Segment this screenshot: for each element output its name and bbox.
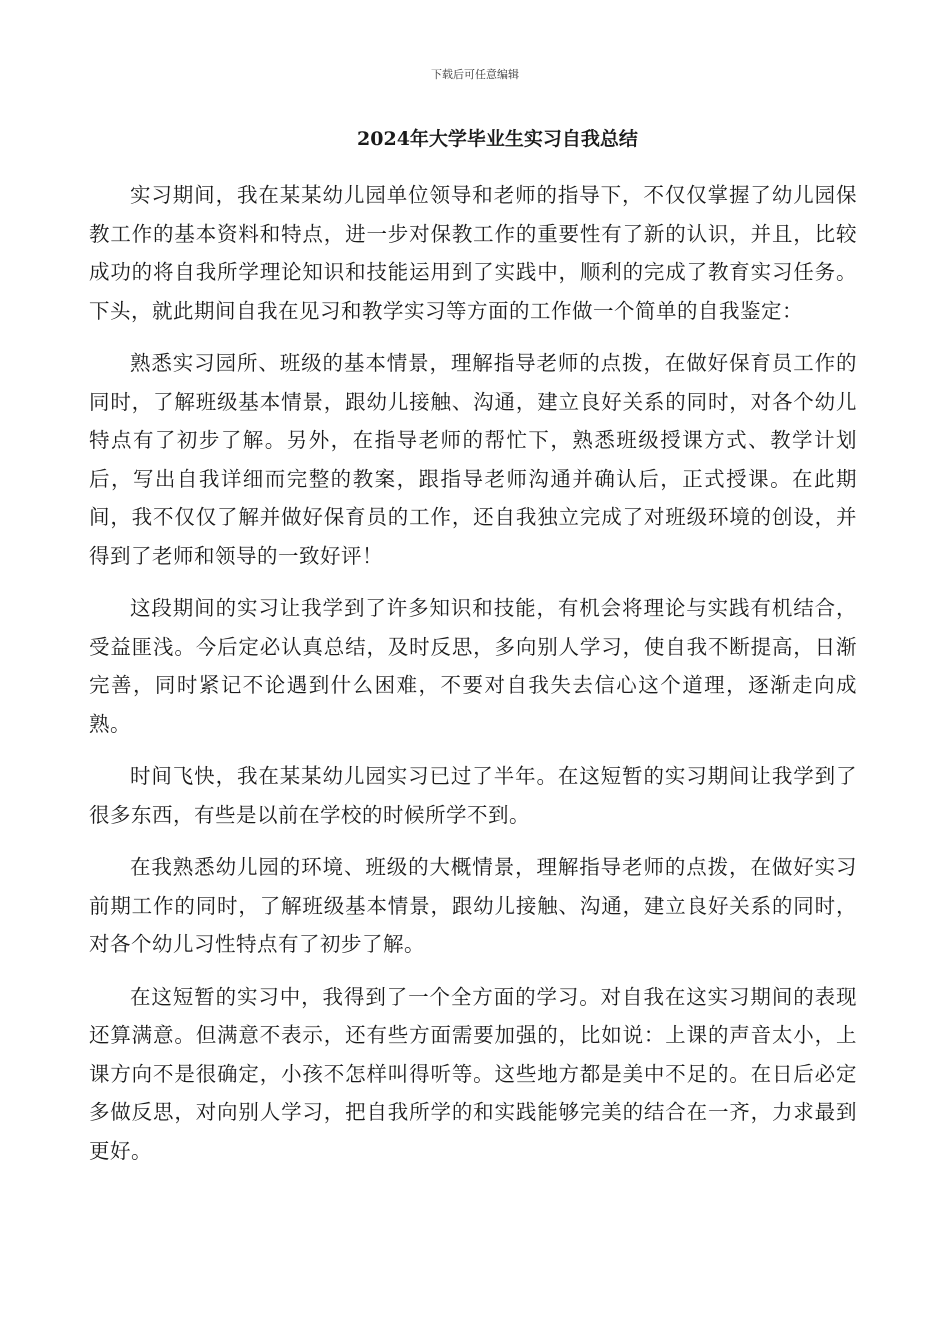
paragraph-4: 时间飞快，我在某某幼儿园实习已过了半年。在这短暂的实习期间让我学到了很多东西，有些是以前在学校的时候所学不到。 — [89, 764, 857, 827]
header-note: 下载后可任意编辑 — [431, 68, 519, 81]
paragraph-5: 在我熟悉幼儿园的环境、班级的大概情景，理解指导老师的点拨，在做好实习前期工作的同时，了解班级基本情景，跟幼儿接触、沟通，建立良好关系的同时，对各个幼儿习性特点有了初步了解。 — [89, 855, 857, 956]
paragraph-1: 实习期间，我在某某幼儿园单位领导和老师的指导下，不仅仅掌握了幼儿园保教工作的基本资料和特点，进一步对保教工作的重要性有了新的认识，并且，比较成功的将自我所学理论知识和技能运用到了实践中，顺利的完成了教育实习任务。下头，就此期间自我在见习和教学实习等方面的工作做一个简单的自我鉴定： — [89, 183, 857, 323]
paragraph-3: 这段期间的实习让我学到了许多知识和技能，有机会将理论与实践有机结合，受益匪浅。今后定必认真总结，及时反思，多向别人学习，使自我不断提高，日渐完善，同时紧记不论遇到什么困难，不要对自我失去信心这个道理，逐渐走向成熟。 — [89, 596, 857, 736]
document-body — [89, 176, 857, 1184]
paragraph-2: 熟悉实习园所、班级的基本情景，理解指导老师的点拨，在做好保育员工作的同时，了解班级基本情景，跟幼儿接触、沟通，建立良好关系的同时，对各个幼儿特点有了初步了解。另外，在指导老师的帮忙下，熟悉班级授课方式、教学计划后，写出自我详细而完整的教案，跟指导老师沟通并确认后，正式授课。在此期间，我不仅仅了解并做好保育员的工作，还自我独立完成了对班级环境的创设，并得到了老师和领导的一致好评！ — [89, 351, 857, 568]
document-title: 2024年大学毕业生实习自我总结 — [357, 128, 638, 150]
paragraph-6: 在这短暂的实习中，我得到了一个全方面的学习。对自我在这实习期间的表现还算满意。但满意不表示，还有些方面需要加强的，比如说：上课的声音太小，上课方向不是很确定，小孩不怎样叫得听等。这些地方都是美中不足的。在日后必定多做反思，对向别人学习，把自我所学的和实践能够完美的结合在一齐，力求最到更好。 — [89, 984, 857, 1163]
